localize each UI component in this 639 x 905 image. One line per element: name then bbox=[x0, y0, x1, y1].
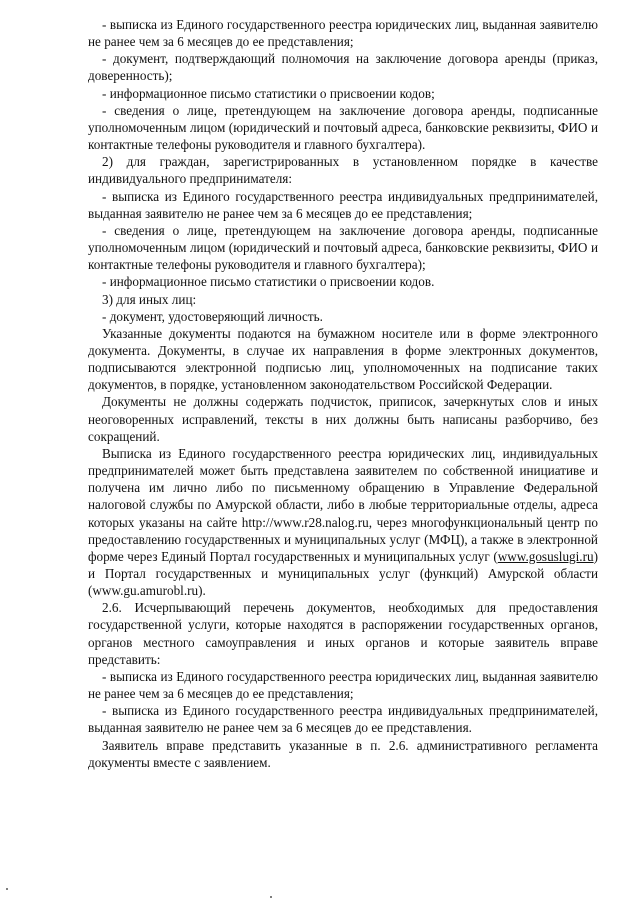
gosuslugi-link[interactable]: www.gosuslugi.ru bbox=[497, 548, 594, 564]
paragraph-statistics-letter-2: - информационное письмо статистики о присвоении кодов. bbox=[102, 274, 435, 290]
scan-speck bbox=[6, 888, 8, 890]
paragraph-applicant-right: Заявитель вправе представить указанные в п. 2.6. административного регламента документы вместе с заявлением. bbox=[88, 737, 598, 770]
paragraph-egrul-extract-2: - выписка из Единого государственного реестра юридических лиц, выданная заявителю не ранее чем за 6 месяцев до ее представления; bbox=[88, 668, 598, 702]
paragraph-identity-document: - документ, удостоверяющий личность. bbox=[102, 308, 323, 324]
paragraph-applicant-info-2: - сведения о лице, претендующем на заключение договора аренды, подписанные уполномоченным лицом (юридический и почтовый адреса, банковские реквизиты, ФИО и контактные телефоны руководителя и главного бухгалтера); bbox=[88, 222, 598, 273]
paragraph-individual-entrepreneur: 2) для граждан, зарегистрированных в установленном порядке в качестве индивидуального предпринимателя: bbox=[88, 154, 598, 187]
paragraph-egrip-extract-2: - выписка из Единого государственного реестра индивидуальных предпринимателей, выданная заявителю не ранее чем за 6 месяцев до ее представления. bbox=[88, 703, 598, 736]
paragraph-statistics-letter: - информационное письмо статистики о присвоении кодов; bbox=[102, 85, 435, 101]
paragraph-egrul-extract: - выписка из Единого государственного реестра юридических лиц, выданная заявителю не ранее чем за 6 месяцев до ее представления; bbox=[88, 17, 598, 50]
paragraph-applicant-info: - сведения о лице, претендующем на заключение договора аренды, подписанные уполномоченным лицом (юридический и почтовый адреса, банковские реквизиты, ФИО и контактные телефоны руководителя и главного бухгалтера). bbox=[88, 102, 598, 153]
paragraph-egrip-extract: - выписка из Единого государственного реестра индивидуальных предпринимателей, выданная заявителю не ранее чем за 6 месяцев до ее представления; bbox=[88, 188, 598, 221]
paragraph-submission-form: Указанные документы подаются на бумажном носителе или в форме электронного документа. Документы, в случае их направления в форме электронных документов, подписываются электронной подписью лиц, уполномоченных на подписание таких документов, в порядке, установленном законодательством Российской Федерации. bbox=[88, 325, 598, 393]
paragraph-extract-sources-tail: ) и Портал государственных и муниципальных услуг (функций) Амурской области (www.gu.amurobl.ru). bbox=[88, 548, 598, 599]
paragraph-no-corrections: Документы не должны содержать подчисток, приписок, зачеркнутых слов и иных неоговоренных исправлений, тексты в них должны быть написаны разборчиво, без сокращений. bbox=[88, 394, 598, 444]
paragraph-authority-document: - документ, подтверждающий полномочия на заключение договора аренды (приказ, доверенность); bbox=[88, 51, 598, 84]
paragraph-other-persons: 3) для иных лиц: bbox=[102, 291, 197, 307]
paragraph-section-2-6: 2.6. Исчерпывающий перечень документов, необходимых для предоставления государственной услуги, которые находятся в распоряжении государственных органов, органов местного самоуправления и иных органов и которые заявитель вправе представить: bbox=[88, 600, 598, 667]
paragraph-extract-sources bbox=[88, 445, 598, 599]
scan-speck bbox=[270, 896, 272, 898]
paragraph-extract-sources-text: Выписка из Единого государственного реестра юридических лиц, индивидуальных предпринимателей может быть представлена заявителем по собственной инициативе и получена им лично либо по письменному обращению в Управление Федеральной налоговой службы по Амурской области, либо в любые территориальные отделы, адреса которых указаны на сайте http://www.r28.nalog.ru, через многофункциональный центр по предоставлению государственных и муниципальных услуг (МФЦ), а также в электронной форме через Единый Портал государственных и муниципальных услуг ( bbox=[88, 445, 598, 564]
document-page bbox=[88, 16, 598, 771]
